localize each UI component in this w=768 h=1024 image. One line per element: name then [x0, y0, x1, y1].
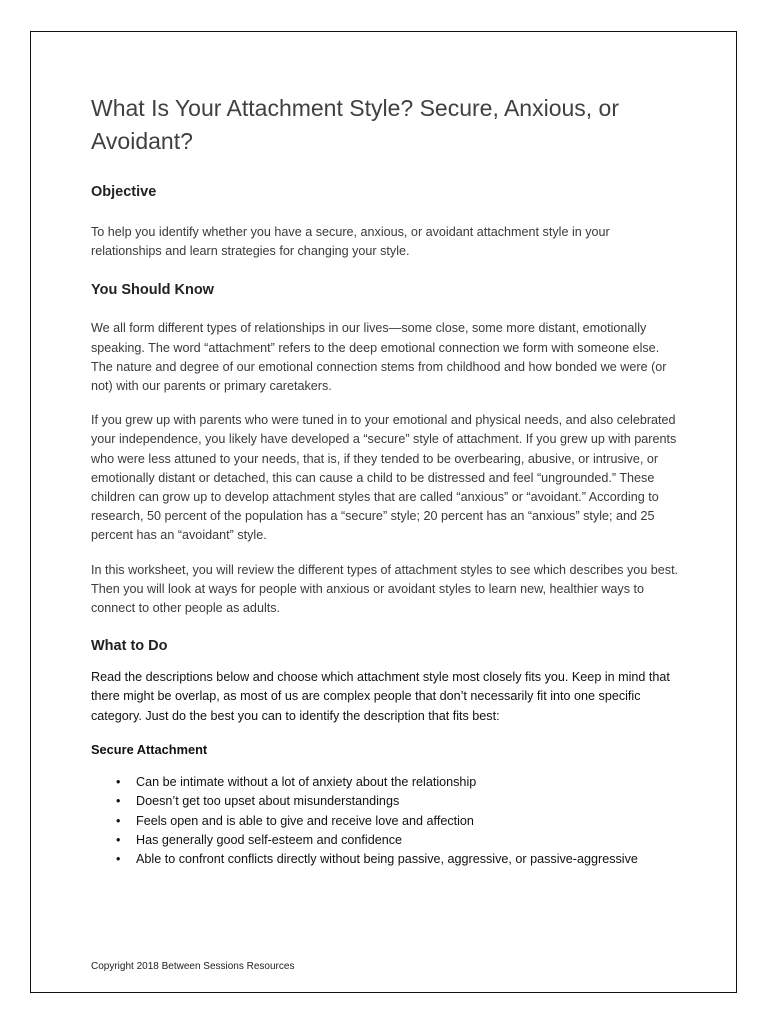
bullet-icon: • — [116, 833, 121, 848]
list-item: • Has generally good self-esteem and confidence — [91, 831, 683, 850]
objective-text: To help you identify whether you have a secure, anxious, or avoidant attachment style in your relationships and learn strategies for changing your style. — [91, 225, 610, 259]
bullet-icon: • — [116, 794, 121, 809]
list-item: • Feels open and is able to give and receive love and affection — [91, 812, 683, 831]
bullet-icon: • — [116, 852, 121, 867]
copyright-footer: Copyright 2018 Between Sessions Resources — [91, 961, 295, 972]
what-to-do-text: Read the descriptions below and choose which attachment style most closely fits you. Keep in mind that there might be overlap, as most of us are complex people that don’t necessarily fit into one specific category. Just do the best you can to identify the description that fits best: — [91, 670, 670, 723]
should-know-paragraph-1: We all form different types of relationships in our lives—some close, some more distant, emotionally speaking. The word “attachment” refers to the deep emotional connection we form with someone else. The nature and degree of our emotional connection stems from childhood and how bonded we were (or not) with our parents or primary caretakers. — [91, 321, 667, 394]
bullet-icon: • — [116, 813, 121, 828]
what-to-do-heading: What to Do — [91, 638, 168, 655]
page-title: What Is Your Attachment Style? Secure, Anxious, or Avoidant? — [91, 95, 620, 154]
bullet-icon: • — [116, 774, 121, 789]
list-item: • Able to confront conflicts directly without being passive, aggressive, or passive-aggressive — [91, 850, 683, 869]
list-item: • Can be intimate without a lot of anxiety about the relationship — [91, 773, 683, 792]
secure-attachment-list — [91, 773, 683, 870]
document-body — [91, 92, 683, 870]
secure-attachment-heading: Secure Attachment — [91, 741, 208, 757]
should-know-heading: You Should Know — [91, 282, 214, 299]
should-know-paragraph-2: If you grew up with parents who were tuned in to your emotional and physical needs, and also celebrated your independence, you likely have developed a “secure” style of attachment. If you grew up with parents who were less attuned to your needs, that is, if they tended to be overbearing, abusive, or intrusive, or emotionally distant or detached, this can cause a child to be distressed and feel “ungrounded.” These children can grow up to develop attachment styles that are called “anxious” or “avoidant.” According to research, 50 percent of the population has a “secure” style; 20 percent has an “anxious” style; and 25 percent has an “avoidant” style. — [91, 413, 677, 543]
objective-heading: Objective — [91, 184, 157, 200]
should-know-paragraph-3: In this worksheet, you will review the different types of attachment styles to see which describes you best. Then you will look at ways for people with anxious or avoidant styles to learn new, healthier ways to connect to other people as adults. — [91, 562, 679, 616]
list-item: • Doesn’t get too upset about misunderstandings — [91, 792, 683, 811]
